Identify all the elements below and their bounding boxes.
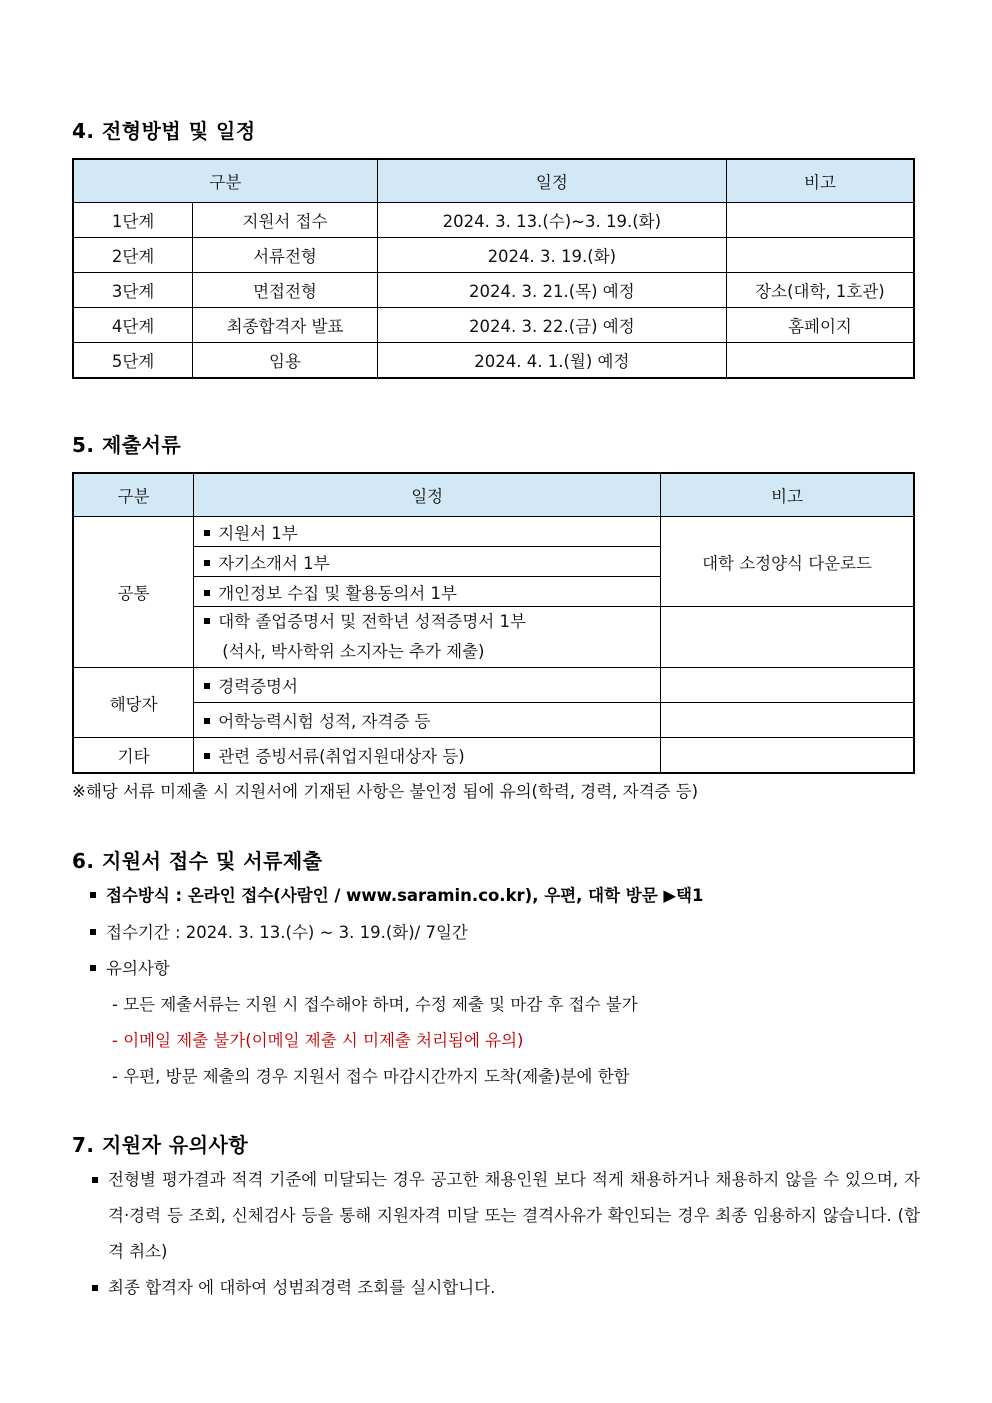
stage-name-cell: 최종합격자 발표: [193, 308, 378, 343]
empty-note-cell: [661, 703, 914, 738]
schedule-header-category: 구분: [73, 159, 377, 203]
applicant-notice-2: 최종 합격자 에 대하여 성범죄경력 조회를 실시합니다.: [108, 1270, 920, 1306]
stage-cell: 5단계: [73, 343, 193, 379]
bullet-icon: [90, 892, 96, 898]
empty-note-cell: [661, 668, 914, 703]
doc-item: 대학 졸업증명서 및 전학년 성적증명서 1부 (석사, 박사학위 소지자는 추가 제출): [194, 607, 661, 668]
section-7-title: 7. 지원자 유의사항: [72, 1133, 249, 1157]
bullet-icon: [90, 965, 96, 971]
stage-date-cell: 2024. 4. 1.(월) 예정: [377, 343, 726, 379]
bullet-icon: [204, 530, 210, 536]
doc-item: 자기소개서 1부: [194, 547, 661, 577]
section-4-title: 4. 전형방법 및 일정: [72, 119, 256, 143]
empty-note-cell: [661, 738, 914, 774]
stage-cell: 3단계: [73, 273, 193, 308]
stage-note-cell: 장소(대학, 1호관): [726, 273, 914, 308]
stage-name-cell: 서류전형: [193, 238, 378, 273]
caution-item: - 우편, 방문 제출의 경우 지원서 접수 마감시간까지 도착(제출)분에 한함: [112, 1067, 630, 1086]
group-applicable: 해당자: [73, 668, 194, 738]
caution-item: - 모든 제출서류는 지원 시 접수해야 하며, 수정 제출 및 마감 후 접수 불가: [112, 995, 638, 1014]
table-row: [73, 607, 914, 668]
stage-cell: 1단계: [73, 203, 193, 238]
documents-table: [72, 472, 915, 774]
stage-note-cell: [726, 238, 914, 273]
submission-method: 접수방식 : 온라인 접수(사람인 / www.saramin.co.kr), 우편, 대학 방문 ▶택1: [90, 882, 703, 906]
stage-cell: 4단계: [73, 308, 193, 343]
caution-item-email: - 이메일 제출 불가(이메일 제출 시 미제출 처리됨에 유의): [112, 1031, 524, 1050]
table-row: [73, 308, 914, 343]
schedule-header-note: 비고: [726, 159, 914, 203]
table-row: [73, 203, 914, 238]
table-row: [73, 517, 914, 547]
bullet-icon: [204, 618, 210, 624]
stage-name-cell: 임용: [193, 343, 378, 379]
stage-date-cell: 2024. 3. 21.(목) 예정: [377, 273, 726, 308]
bullet-icon: [90, 929, 96, 935]
bullet-icon: [204, 560, 210, 566]
stage-note-cell: [726, 343, 914, 379]
stage-cell: 2단계: [73, 238, 193, 273]
group-other: 기타: [73, 738, 194, 774]
schedule-table: [72, 158, 915, 379]
doc-item: 관련 증빙서류(취업지원대상자 등): [194, 738, 661, 774]
table-row: [73, 668, 914, 703]
download-note-cell: 대학 소정양식 다운로드: [661, 517, 914, 607]
stage-date-cell: 2024. 3. 22.(금) 예정: [377, 308, 726, 343]
docs-header-note: 비고: [661, 473, 914, 517]
bullet-icon: [204, 718, 210, 724]
stage-name-cell: 지원서 접수: [193, 203, 378, 238]
section-6-title: 6. 지원서 접수 및 서류제출: [72, 849, 323, 873]
doc-item: 지원서 1부: [194, 517, 661, 547]
docs-header-category: 구분: [73, 473, 194, 517]
submission-period: 접수기간 : 2024. 3. 13.(수) ~ 3. 19.(화)/ 7일간: [90, 919, 468, 943]
doc-item: 어학능력시험 성적, 자격증 등: [194, 703, 661, 738]
bullet-icon: [204, 753, 210, 759]
bullet-icon: [204, 683, 210, 689]
group-common: 공통: [73, 517, 194, 668]
stage-note-cell: 홈페이지: [726, 308, 914, 343]
schedule-header-date: 일정: [377, 159, 726, 203]
stage-date-cell: 2024. 3. 13.(수)~3. 19.(화): [377, 203, 726, 238]
table-row: [73, 273, 914, 308]
table-row: [73, 703, 914, 738]
table-row: [73, 343, 914, 379]
doc-item: 경력증명서: [194, 668, 661, 703]
docs-header-date: 일정: [194, 473, 661, 517]
empty-note-cell: [661, 607, 914, 668]
table-row: [73, 238, 914, 273]
documents-footnote: ※해당 서류 미제출 시 지원서에 기재된 사항은 불인정 됨에 유의(학력, 경력, 자격증 등): [72, 782, 699, 801]
doc-item: 개인정보 수집 및 활용동의서 1부: [194, 577, 661, 607]
section-5-title: 5. 제출서류: [72, 433, 182, 457]
applicant-notice-1: 전형별 평가결과 적격 기준에 미달되는 경우 공고한 채용인원 보다 적게 채용하거나 채용하지 않을 수 있으며, 자격·경력 등 조회, 신체검사 등을 통해 지원자격 미달 또는 결격사유가 확인되는 경우 최종 임용하지 않습니다. (합격 취소): [108, 1162, 920, 1270]
stage-date-cell: 2024. 3. 19.(화): [377, 238, 726, 273]
bullet-icon: [92, 1177, 98, 1183]
table-row: [73, 738, 914, 774]
caution-title: 유의사항: [90, 955, 170, 979]
bullet-icon: [92, 1285, 98, 1291]
stage-name-cell: 면접전형: [193, 273, 378, 308]
stage-note-cell: [726, 203, 914, 238]
bullet-icon: [204, 590, 210, 596]
